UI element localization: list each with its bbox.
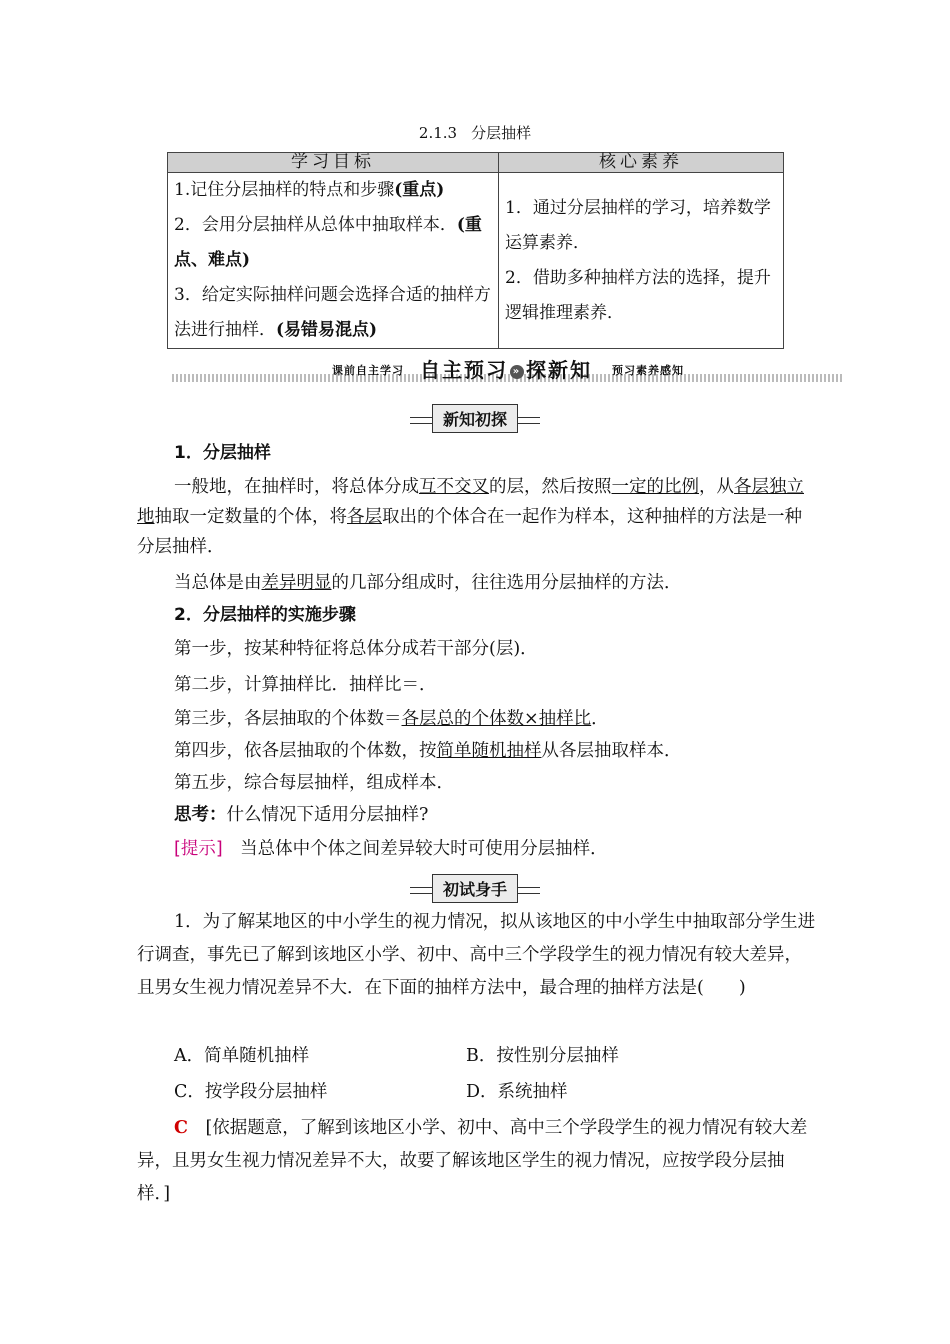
arrow-icon: » (510, 365, 524, 379)
literacy-1: 1．通过分层抽样的学习，培养数学运算素养． (505, 198, 771, 253)
option-b: B．按性别分层抽样 (466, 1046, 619, 1066)
banner-main-title: 自主预习 » 探新知 (420, 358, 592, 382)
heading-2: 2．分层抽样的实施步骤 (174, 605, 356, 625)
step-1: 第一步，按某种特征将总体分成若干部分(层)． (174, 639, 538, 659)
step-4: 第四步，依各层抽取的个体数，按简单随机抽样从各层抽取样本． (174, 741, 682, 761)
literacy-2: 2．借助多种抽样方法的选择，提升逻辑推理素养． (505, 268, 771, 323)
step-3: 第三步，各层抽取的个体数＝各层总的个体数×抽样比． (174, 709, 609, 729)
answer-letter: C (174, 1118, 188, 1138)
step-2: 第二步，计算抽样比．抽样比＝． (174, 675, 437, 695)
option-c: C．按学段分层抽样 (174, 1082, 328, 1102)
section-number: 2.1.3 (418, 124, 458, 142)
objectives-header: 学习目标 (168, 153, 499, 173)
paragraph-definition: 一般地，在抽样时，将总体分成互不交叉的层，然后按照一定的比例，从各层独立地抽取一定数量的个体，将各层取出的个体合在一起作为样本，这种抽样的方法是一种分层抽样． (137, 477, 804, 557)
literacy-header: 核心素养 (499, 153, 784, 173)
section-name: 分层抽样 (471, 124, 532, 142)
objective-3: 3．给定实际抽样问题会选择合适的抽样方法进行抽样．(易错易混点) (174, 285, 491, 340)
think-question: 思考：什么情况下适用分层抽样? (174, 805, 429, 825)
practice-label: 初试身手 (0, 874, 950, 903)
hint-answer: [提示] 当总体中个体之间差异较大时可使用分层抽样． (174, 839, 608, 859)
banner-left-label: 课前自主学习 (332, 364, 404, 377)
objectives-cell (168, 173, 499, 349)
banner-right-label: 预习素养感知 (612, 364, 684, 377)
section-banner (172, 354, 844, 384)
objectives-table (167, 152, 784, 349)
step-5: 第五步，综合每层抽样，组成样本． (174, 773, 454, 793)
option-a: A．简单随机抽样 (174, 1046, 310, 1066)
answer-explanation: C [依据题意，了解到该地区小学、初中、高中三个学段学生的视力情况有较大差异，且男女生视力情况差异不大，故要了解该地区学生的视力情况，应按学段分层抽样．] (137, 1118, 808, 1204)
heading-1: 1．分层抽样 (174, 443, 271, 463)
section-title (0, 122, 950, 143)
new-knowledge-label: 新知初探 (0, 404, 950, 433)
objective-1: 1.记住分层抽样的特点和步骤(重点) (174, 180, 445, 200)
question-1: 1．为了解某地区的中小学生的视力情况，拟从该地区的中小学生中抽取部分学生进行调查，事先已了解到该地区小学、初中、高中三个学段学生的视力情况有较大差异，且男女生视力情况差异不大．在下面的抽样方法中，最合理的抽样方法是( ) (137, 912, 816, 998)
paragraph-usage: 当总体是由差异明显的几部分组成时，往往选用分层抽样的方法． (174, 573, 682, 593)
objective-2: 2．会用分层抽样从总体中抽取样本．(重点、难点) (174, 215, 482, 270)
option-d: D．系统抽样 (466, 1082, 568, 1102)
literacy-cell (499, 173, 784, 349)
